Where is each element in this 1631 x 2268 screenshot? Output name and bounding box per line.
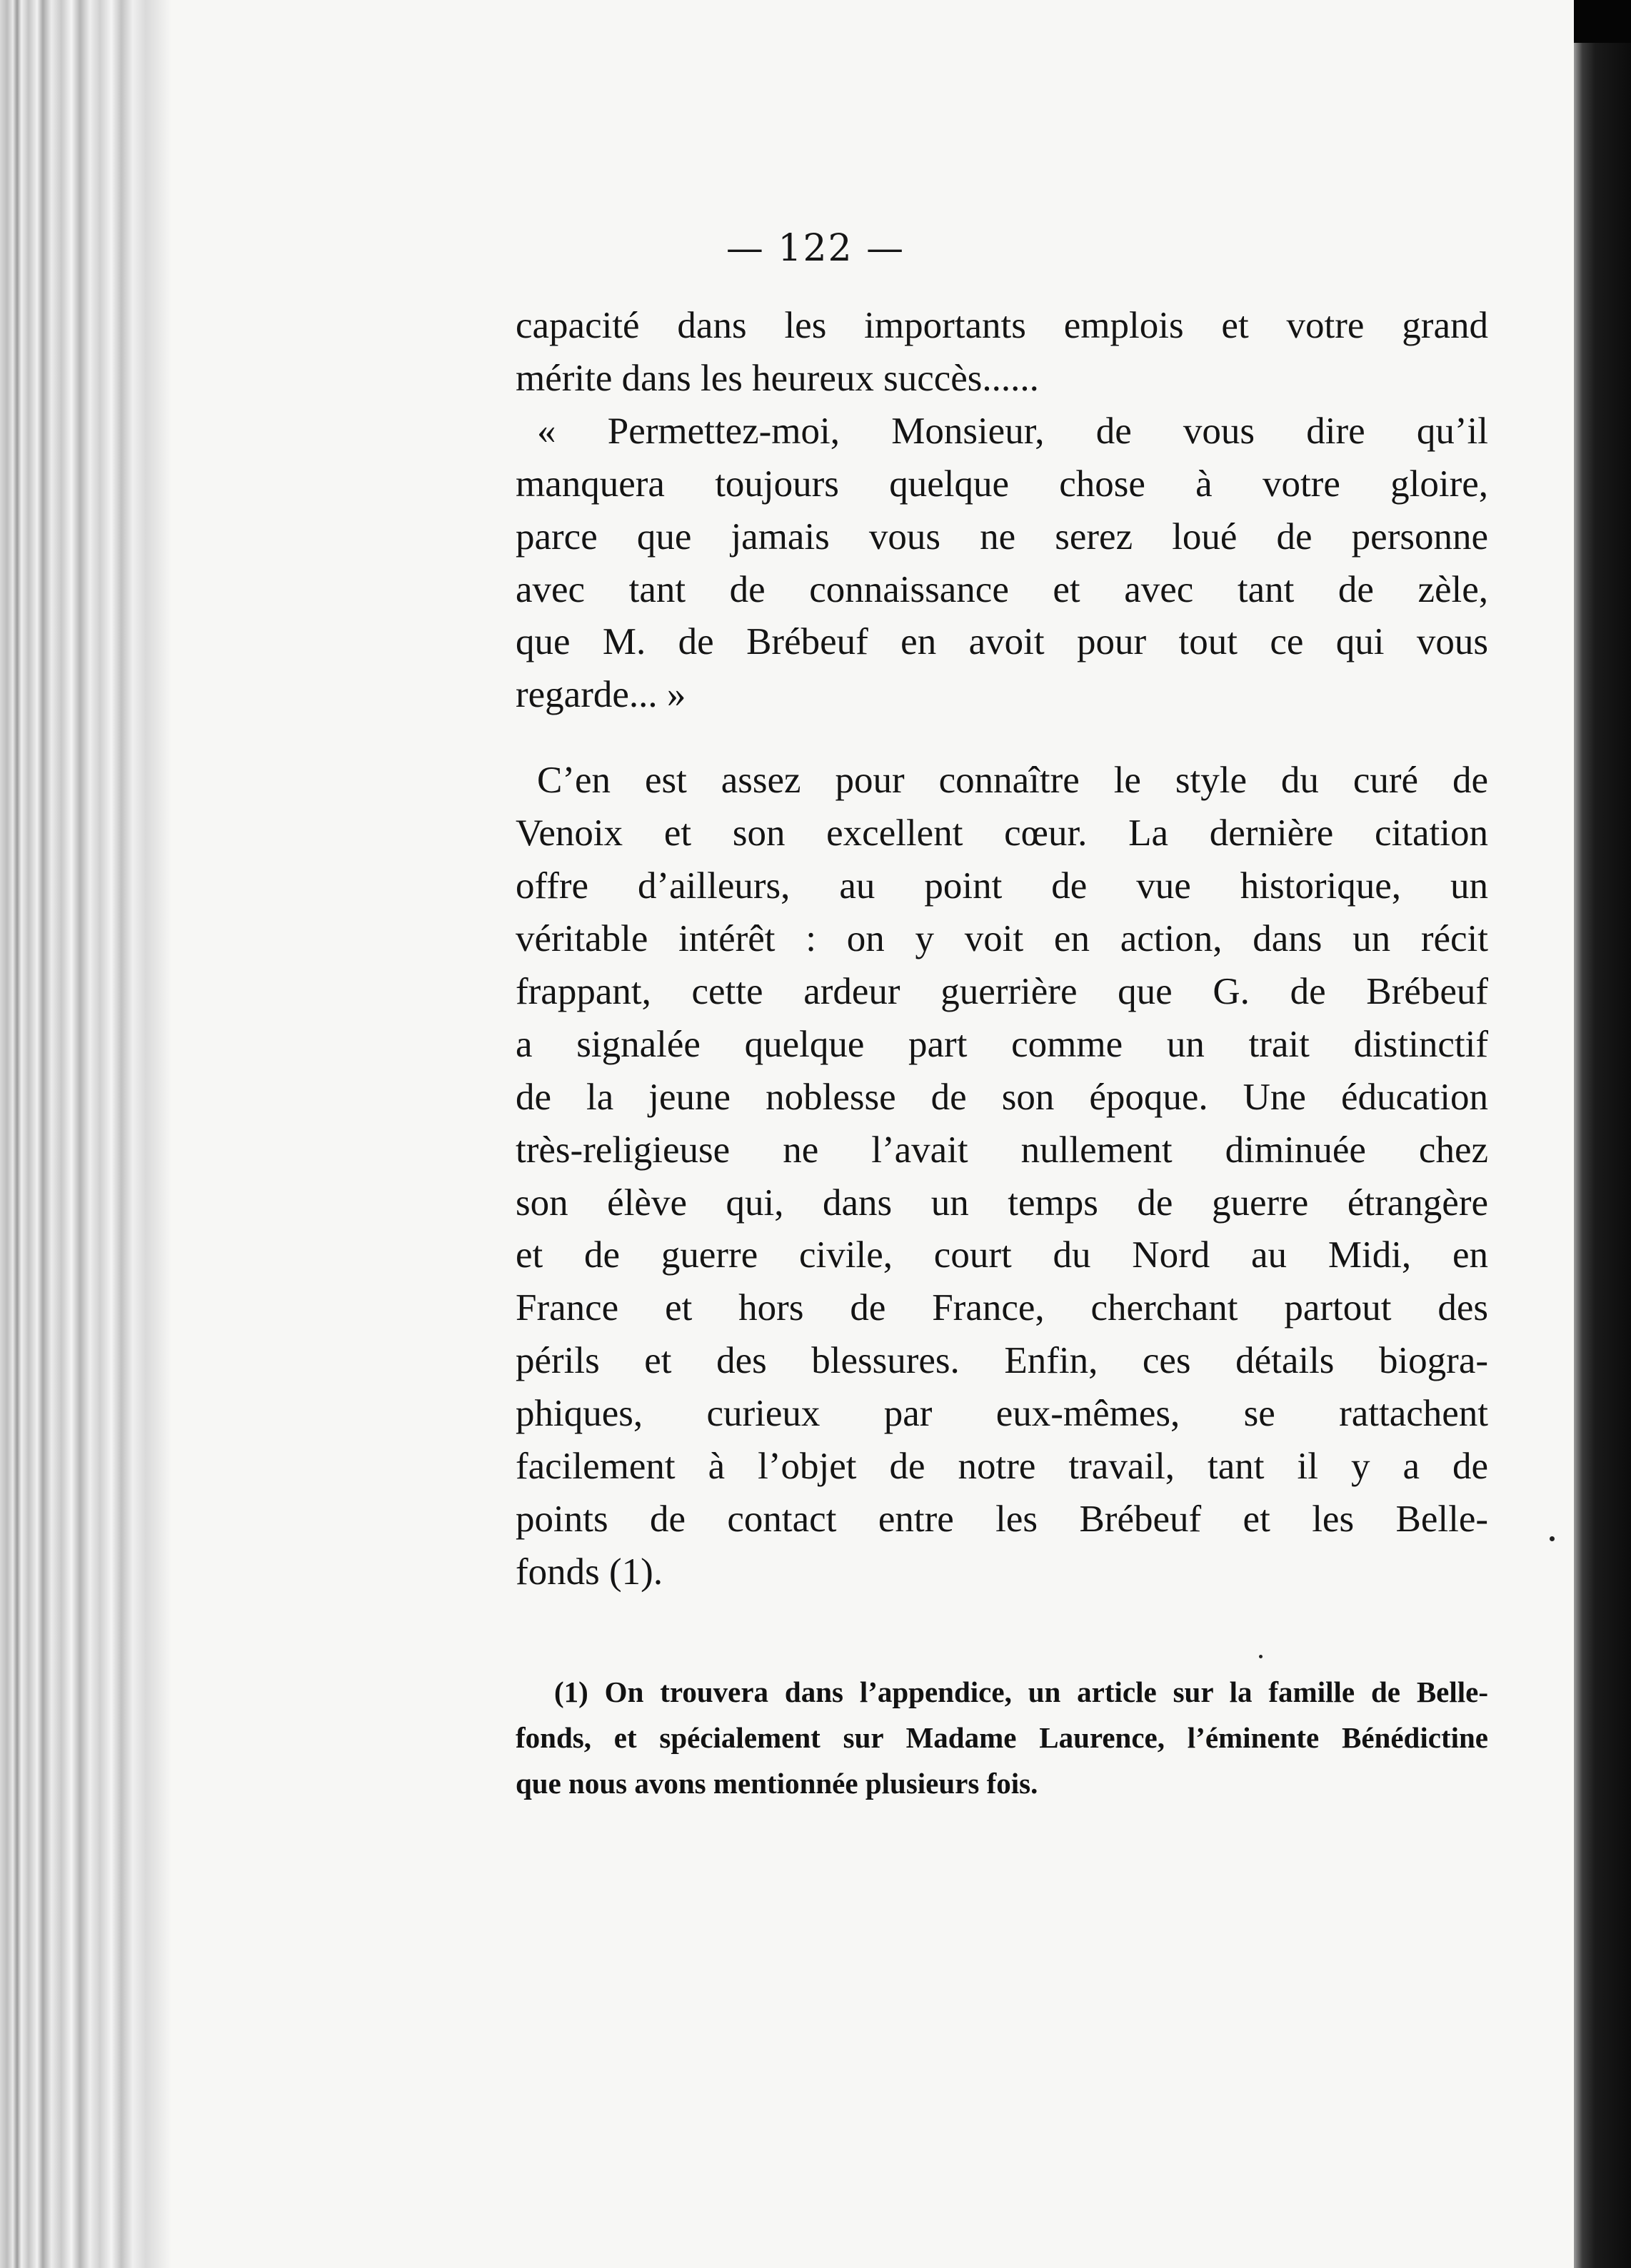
paragraph-gap — [516, 722, 1488, 755]
text-line: parce que jamais vous ne serez loué de personne — [516, 515, 1488, 558]
page-edges — [0, 0, 179, 2268]
footnote-line: que nous avons mentionnée plusieurs fois. — [516, 1767, 1038, 1800]
text-line: son élève qui, dans un temps de guerre étrangère — [516, 1181, 1488, 1224]
text-line: mérite dans les heureux succès...... — [516, 357, 1039, 399]
text-line: regarde... » — [516, 674, 686, 716]
text-line: frappant, cette ardeur guerrière que G. de Brébeuf — [516, 970, 1488, 1012]
text-line: que M. de Brébeuf en avoit pour tout ce qui vous — [516, 621, 1488, 663]
body-text — [516, 300, 1488, 1599]
text-line: offre d’ailleurs, au point de vue historique, un — [516, 865, 1488, 907]
text-line: Venoix et son excellent cœur. La dernière citation — [516, 812, 1488, 855]
text-line: points de contact entre les Brébeuf et les Belle- — [516, 1498, 1488, 1540]
text-line: a signalée quelque part comme un trait distinctif — [516, 1023, 1488, 1065]
binding-corner — [1574, 0, 1631, 43]
text-line: C’en est assez pour connaître le style du curé de — [537, 760, 1488, 802]
text-line: véritable intérêt : on y voit en action, dans un récit — [516, 917, 1488, 959]
text-line: manquera toujours quelque chose à votre gloire, — [516, 463, 1488, 505]
dust-speck — [1550, 1536, 1555, 1541]
text-line: « Permettez-moi, Monsieur, de vous dire qu’il — [537, 410, 1488, 452]
dust-speck — [1259, 1655, 1263, 1658]
page-number: — 122 — — [726, 227, 905, 270]
text-line: de la jeune noblesse de son époque. Une éducation — [516, 1076, 1488, 1118]
footnote-line: (1) On trouvera dans l’appendice, un article sur la famille de Belle- — [554, 1675, 1488, 1708]
book-binding — [1574, 0, 1631, 2268]
footnote — [516, 1669, 1488, 1806]
text-line: très-religieuse ne l’avait nullement diminuée chez — [516, 1129, 1488, 1171]
text-line: phiques, curieux par eux-mêmes, se rattachent — [516, 1393, 1488, 1435]
text-line: avec tant de connaissance et avec tant de zèle, — [516, 568, 1488, 610]
text-line: facilement à l’objet de notre travail, tant il y a de — [516, 1446, 1488, 1488]
text-line: capacité dans les importants emplois et votre grand — [516, 305, 1488, 346]
text-line: et de guerre civile, court du Nord au Midi, en — [516, 1234, 1488, 1276]
text-line: périls et des blessures. Enfin, ces détails biogra- — [516, 1340, 1488, 1382]
text-line: France et hors de France, cherchant partout des — [516, 1287, 1488, 1329]
text-line: fonds (1). — [516, 1551, 663, 1593]
footnote-line: fonds, et spécialement sur Madame Laurence, l’éminente Bénédictine — [516, 1721, 1488, 1754]
